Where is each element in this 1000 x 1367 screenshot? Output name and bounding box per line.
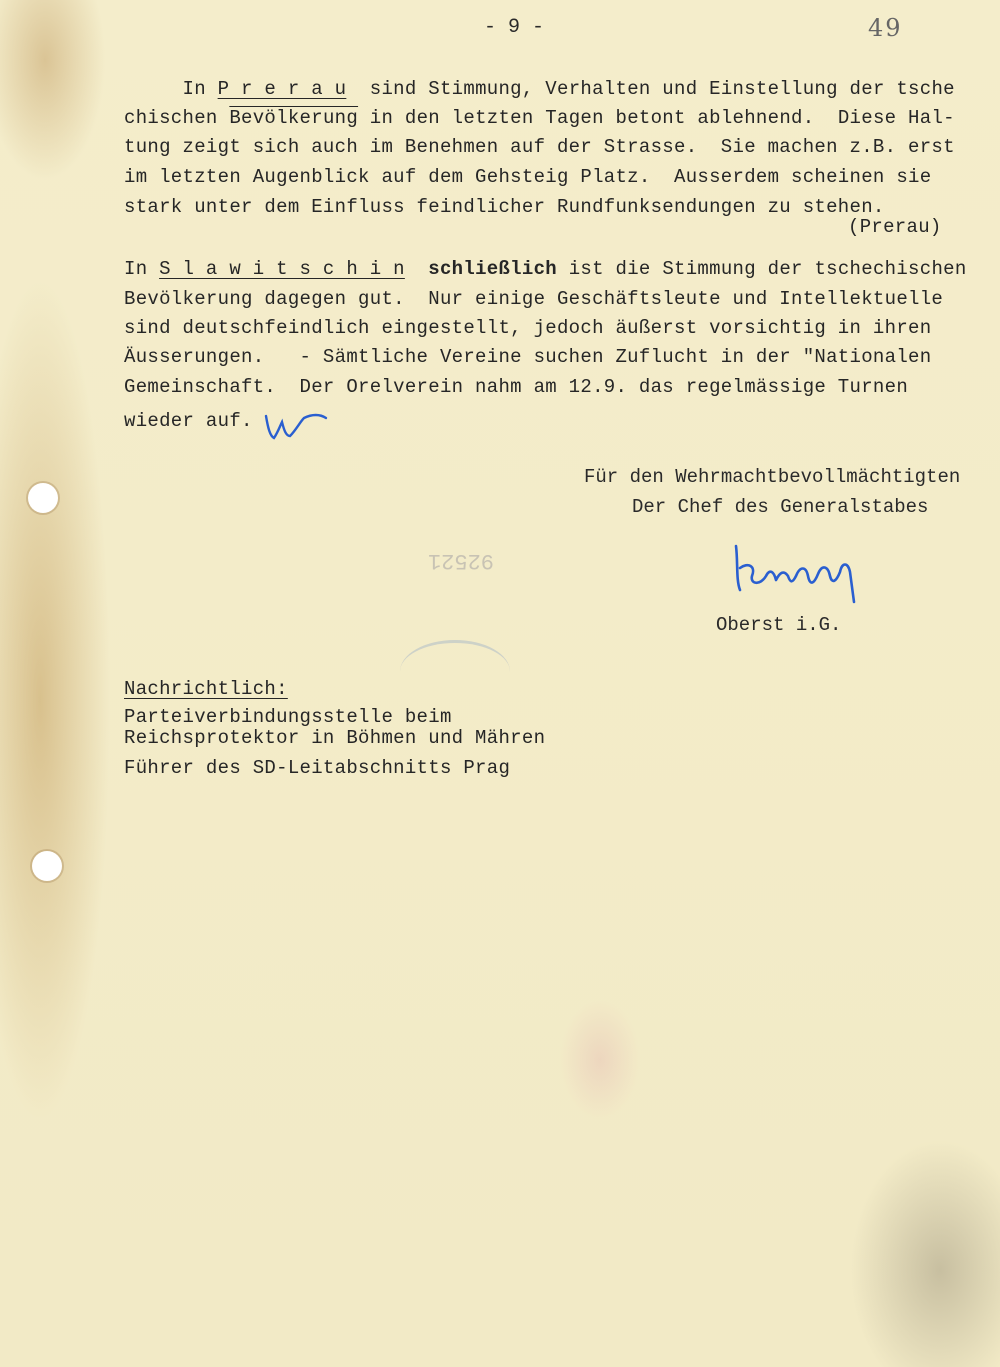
paragraph-1-line-5: stark unter dem Einfluss feindlicher Rundfunksendungen zu stehen. bbox=[124, 196, 885, 218]
distribution-line: Parteiverbindungsstelle beim bbox=[124, 706, 452, 728]
paragraph-2-line-6: wieder auf. bbox=[124, 410, 253, 432]
page-number: - 9 - bbox=[484, 16, 545, 39]
source-reference: (Prerau) bbox=[848, 216, 942, 238]
paragraph-2-line-2: Bevölkerung dagegen gut. Nur einige Geschäftsleute und Intellektuelle bbox=[124, 288, 944, 310]
punch-hole bbox=[32, 851, 62, 881]
closing-line-1: Für den Wehrmachtbevollmächtigten bbox=[584, 466, 961, 488]
distribution-heading: Nachrichtlich: bbox=[124, 678, 288, 700]
handwritten-initial-mark bbox=[260, 408, 340, 448]
paragraph-1-line-4: im letzten Augenblick auf dem Gehsteig Platz. Ausserdem scheinen sie bbox=[124, 166, 932, 188]
signer-rank: Oberst i.G. bbox=[716, 614, 842, 636]
closing-line-2: Der Chef des Generalstabes bbox=[632, 496, 929, 518]
place-name: S l a w i t s c h i n bbox=[159, 258, 405, 280]
archive-number: 49 bbox=[868, 14, 903, 42]
paragraph-1-line-3: tung zeigt sich auch im Benehmen auf der Strasse. Sie machen z.B. erst bbox=[124, 136, 955, 158]
paragraph-2-line-5: Gemeinschaft. Der Orelverein nahm am 12.9. das regelmässige Turnen bbox=[124, 376, 909, 398]
faint-stamp-number: 92521 bbox=[428, 548, 495, 573]
paragraph-1-line-1: In P r e r a u sind Stimmung, Verhalten und Einstellung der tsche bbox=[124, 78, 955, 100]
signature bbox=[730, 532, 870, 612]
faint-stamp-circle bbox=[400, 640, 510, 703]
punch-hole bbox=[28, 483, 58, 513]
paragraph-2-line-4: Äusserungen. - Sämtliche Vereine suchen Zuflucht in der "Nationalen bbox=[124, 346, 932, 368]
paragraph-1-line-2: chischen Bevölkerung in den letzten Tagen betont ablehnend. Diese Hal- bbox=[124, 107, 955, 129]
distribution-line: Führer des SD-Leitabschnitts Prag bbox=[124, 757, 511, 779]
place-name: P r e r a u bbox=[217, 78, 347, 100]
paragraph-2-line-1: In S l a w i t s c h i n schließlich ist die Stimmung der tschechischen bbox=[124, 258, 967, 280]
distribution-line: Reichsprotektor in Böhmen und Mähren bbox=[124, 727, 546, 749]
paragraph-2-line-3: sind deutschfeindlich eingestellt, jedoch äußerst vorsichtig in ihren bbox=[124, 317, 932, 339]
